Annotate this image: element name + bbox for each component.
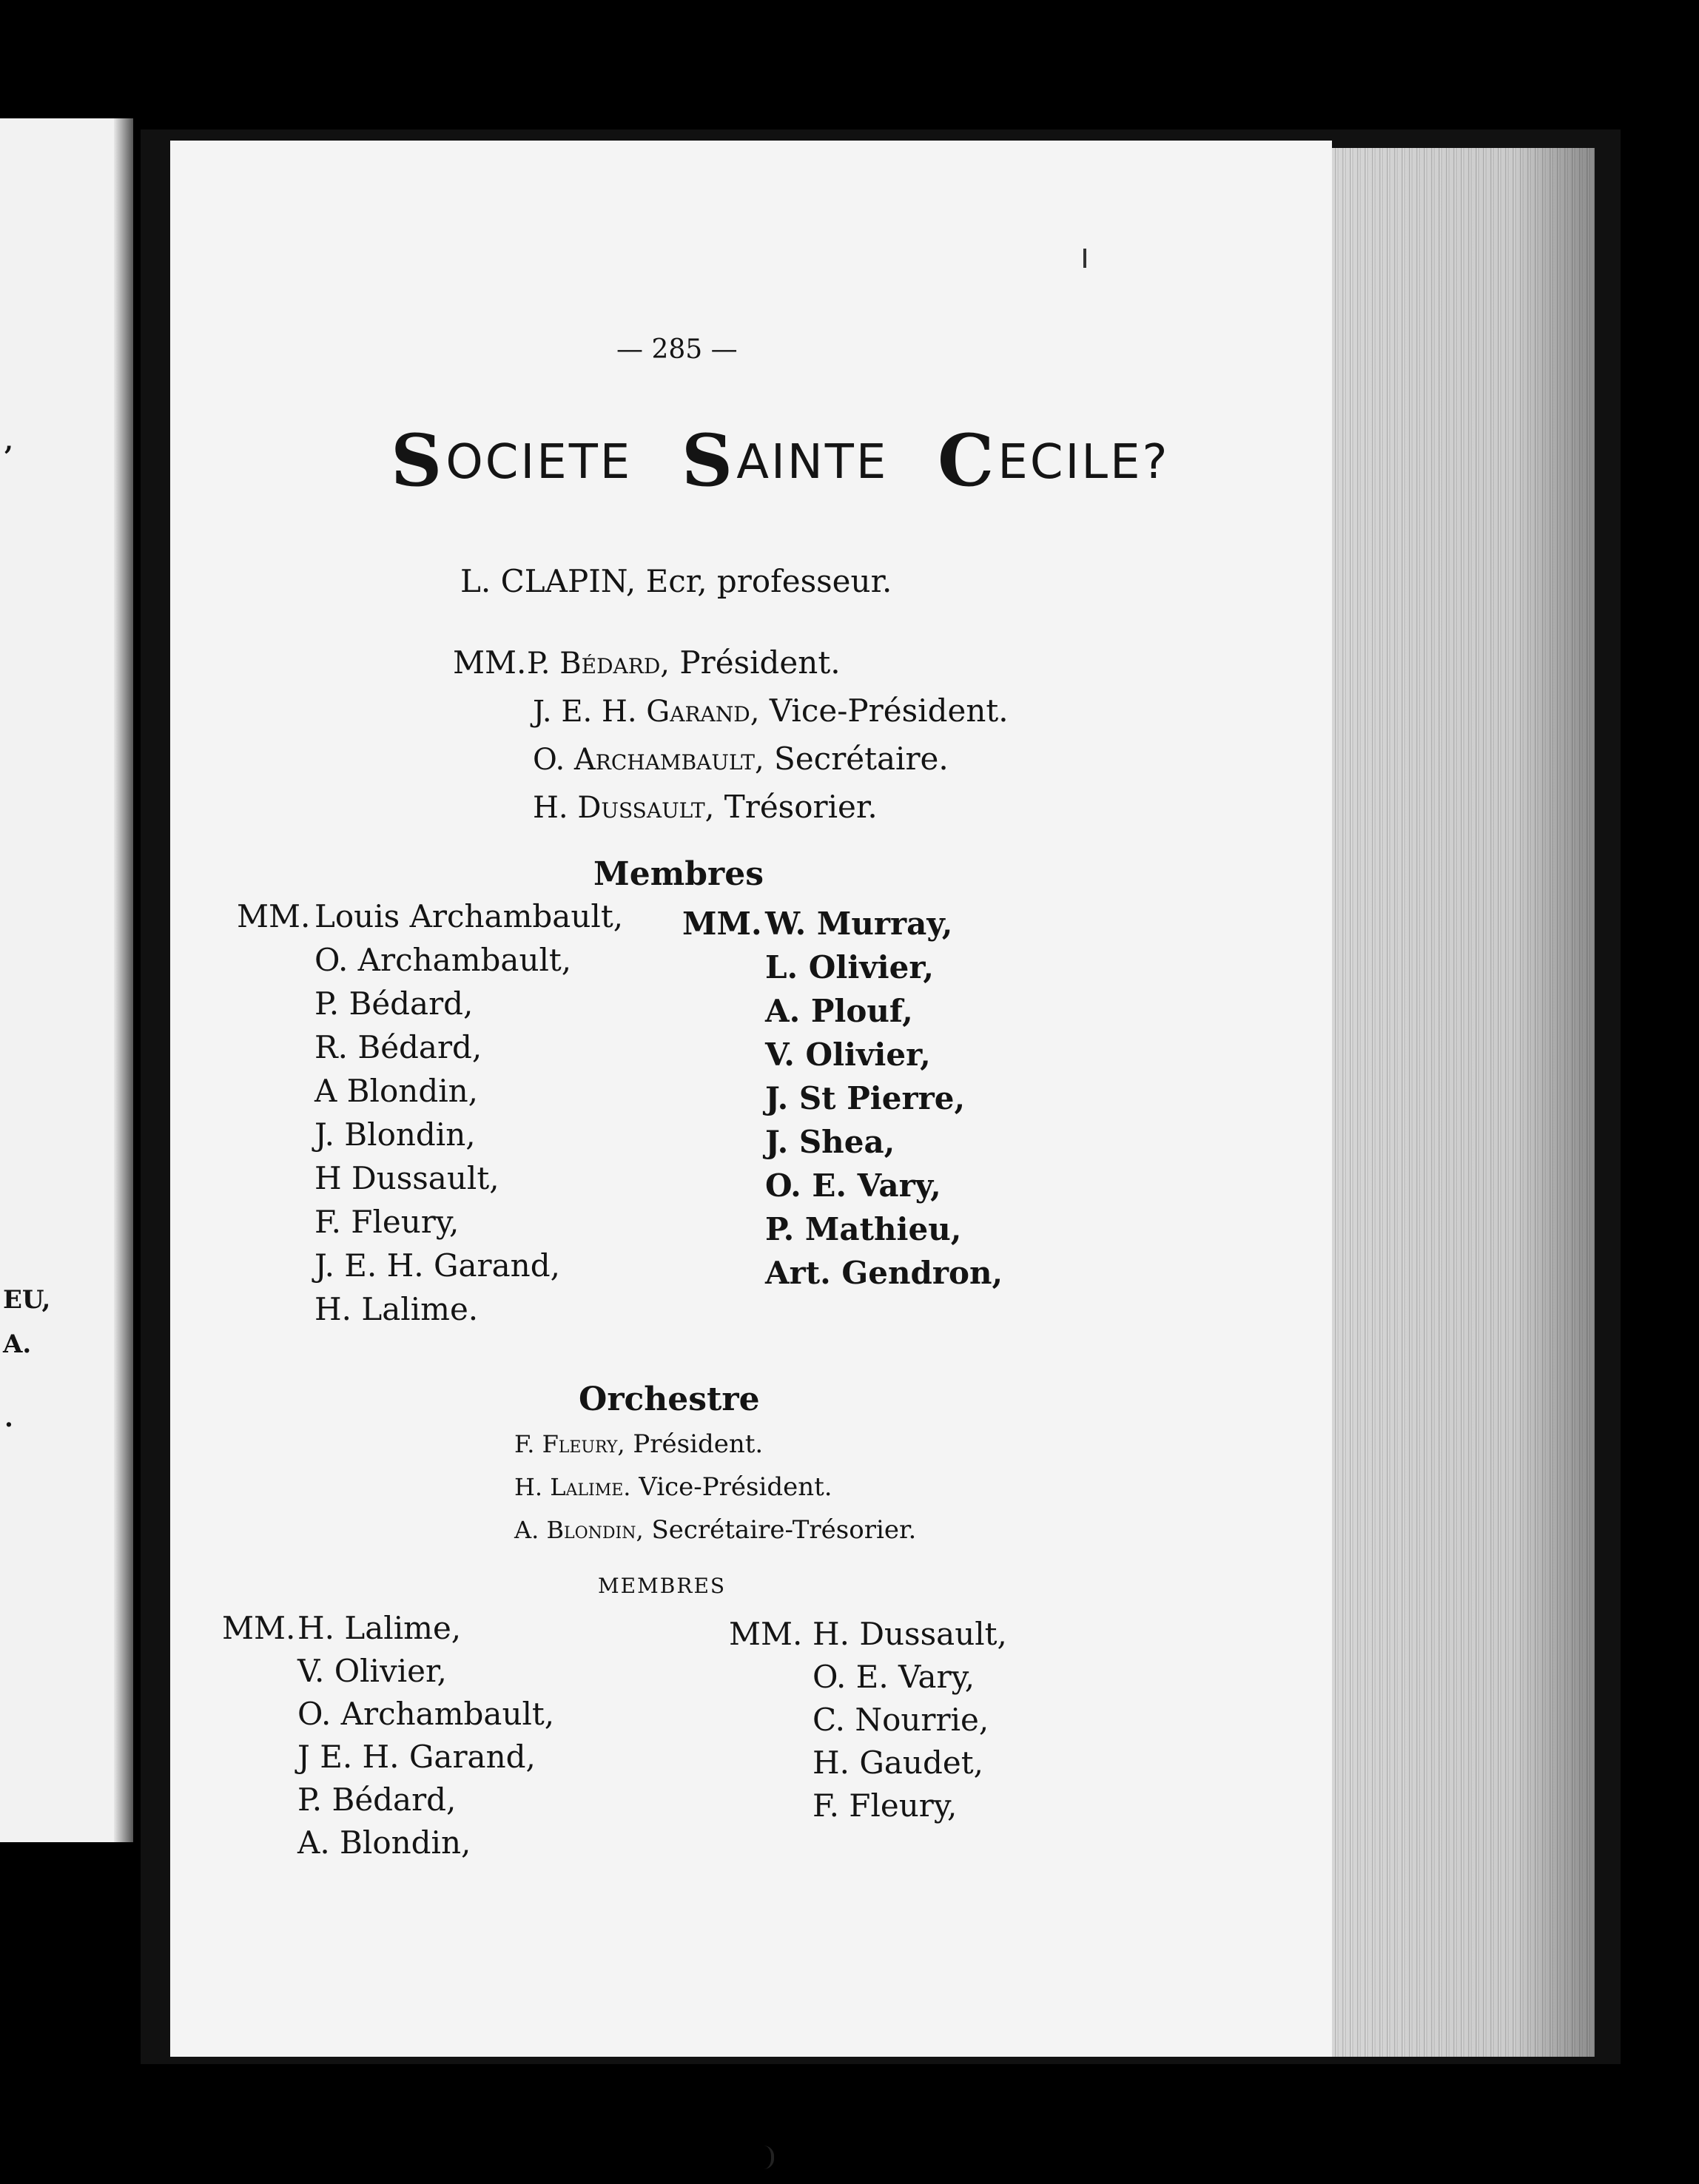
member-name: J. Blondin, [314, 1116, 476, 1153]
orchestre-right-prefix: MM. [729, 1616, 803, 1652]
member-name: O. Archambault, [314, 942, 572, 978]
member-name: L. Olivier, [765, 949, 935, 985]
officers-prefix: MM. [453, 644, 527, 681]
member-name: P. Bédard, [314, 985, 474, 1022]
member-name: J. Shea, [765, 1124, 895, 1160]
members-right-prefix: MM. [682, 906, 762, 942]
director-line [460, 563, 892, 599]
member-name: J. St Pierre, [765, 1080, 966, 1116]
ink-mark [764, 2146, 774, 2169]
previous-page-fragment: A. [3, 1329, 32, 1359]
officer-row: J. E. H. Garand, Vice-Président. [533, 692, 1009, 729]
orchestre-heading: Orchestre [579, 1381, 760, 1418]
member-name: O. E. Vary, [813, 1659, 975, 1695]
ink-mark [1083, 249, 1086, 268]
officer-row: P. Bédard, Président. [527, 644, 841, 681]
director-title: Ecr, professeur. [645, 563, 892, 599]
previous-page-fragment: , [4, 427, 13, 456]
member-name: H. Lalime. [314, 1291, 479, 1327]
officer-row: O. Archambault, Secrétaire. [533, 741, 949, 777]
orchestre-officer-row: A. Blondin, Secrétaire-Trésorier. [514, 1515, 917, 1545]
previous-page-fragment: EU, [3, 1285, 51, 1315]
member-name: A. Plouf, [765, 993, 913, 1029]
member-name: J E. H. Garand, [297, 1739, 536, 1775]
member-name: F. Fleury, [813, 1787, 958, 1824]
director-name: L. CLAPIN, [460, 563, 636, 599]
member-name: H. Gaudet, [813, 1745, 983, 1781]
member-name: F. Fleury, [314, 1204, 460, 1240]
member-name: H. Lalime, [297, 1610, 462, 1646]
member-name: O. Archambault, [297, 1696, 555, 1732]
previous-page [0, 118, 133, 1842]
page-edges [1325, 148, 1595, 2057]
members-left-prefix: MM. [237, 898, 311, 934]
member-name: H Dussault, [314, 1160, 499, 1196]
member-name: A Blondin, [314, 1073, 479, 1109]
member-name: R. Bédard, [314, 1029, 482, 1065]
page-gutter [114, 118, 133, 1842]
member-name: O. E. Vary, [765, 1167, 941, 1204]
members-heading: Membres [593, 855, 764, 893]
member-name: H. Dussault, [813, 1616, 1007, 1652]
orchestre-officer-row: H. Lalime. Vice-Président. [514, 1472, 832, 1502]
officer-row: H. Dussault, Trésorier. [533, 789, 878, 825]
member-name: J. E. H. Garand, [314, 1247, 560, 1284]
member-name: P. Bédard, [297, 1782, 457, 1818]
previous-page-fragment: . [4, 1403, 13, 1433]
orchestre-members-heading: MEMBRES [598, 1574, 727, 1598]
member-name: A. Blondin, [297, 1824, 471, 1861]
member-name: Art. Gendron, [765, 1255, 1003, 1291]
orchestre-officer-row: F. Fleury, Président. [514, 1429, 764, 1459]
member-name: V. Olivier, [297, 1653, 447, 1689]
member-name: V. Olivier, [765, 1037, 931, 1073]
member-name: W. Murray, [765, 906, 953, 942]
orchestre-left-prefix: MM. [222, 1610, 296, 1646]
member-name: Louis Archambault, [314, 898, 624, 934]
page-number: — 285 — [616, 334, 738, 365]
page-title: SOCIETE SAINTE CECILE? [391, 419, 1170, 502]
member-name: P. Mathieu, [765, 1211, 962, 1247]
member-name: C. Nourrie, [813, 1702, 989, 1738]
